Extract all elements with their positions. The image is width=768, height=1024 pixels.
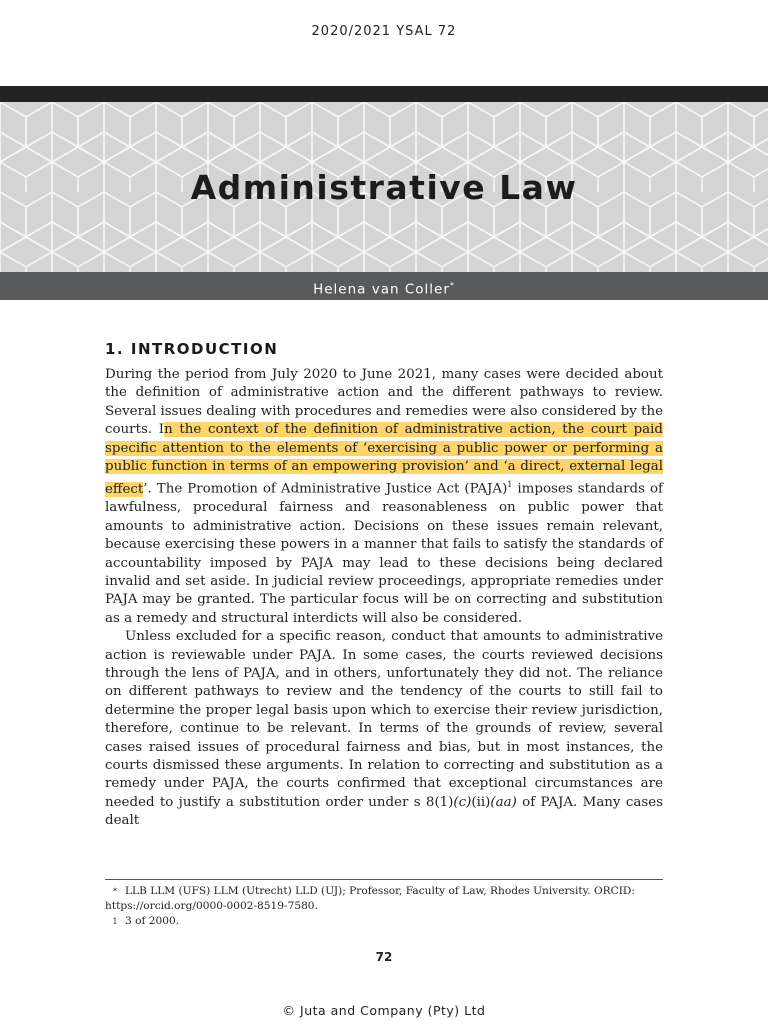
section-heading: 1. INTRODUCTION <box>105 340 279 358</box>
footnote-text: 3 of 2000. <box>125 915 180 927</box>
paragraph-1: During the period from July 2020 to June 2021, many cases were decided about the definition of administrative action and the different pathways to review. Several issues dealing with procedures and remedies were also considered by the courts. In the context of the definition of administrative action, the court paid specific attention to the elements of ‘exercising a public power or performing a public function in terms of an empowering provision’ and ‘a direct, external legal effect’. The Promotion of Administrative Justice Act (PAJA)$^1$ imposes standards of lawfulness, procedural fairness and reasonableness on public power that amounts to administrative action. Decisions on these issues remain relevant, because exercising these powers in a manner that fails to satisfy the standards of accountability imposed by PAJA may lead to these decisions being declared invalid and set aside. In judicial review proceedings, appropriate remedies under PAJA may be granted. The particular focus will be on correcting and substitution as a remedy and structural interdicts will also be considered. <box>105 367 663 626</box>
footnote-author <box>105 884 663 914</box>
paragraph-2: Unless excluded for a specific reason, conduct that amounts to administrative action is reviewable under PAJA. In some cases, the courts reviewed decisions through the lens of PAJA, and in others, unfortunately they did not. The reliance on different pathways to review and the tendency of the courts to still fail to determine the proper legal basis upon which to exercise their review jurisdiction, therefore, continue to be relevant. In terms of the grounds of review, several cases raised issues of procedural fairness and bias, but in most instances, the courts dismissed these arguments. In relation to correcting and substitution as a remedy under PAJA, the courts confirmed that exceptional circumstances are needed to justify a substitution order under s 8(1)(c)(ii)(aa) of PAJA. Many cases dealt <box>105 629 663 829</box>
footnote-ref-1: 1 <box>507 480 513 490</box>
footnote-mark: 1 <box>112 917 118 926</box>
body-text <box>105 366 663 831</box>
highlighted-text: n the context of the definition of administrative action, the court paid specific attention to the elements of ‘exercising a public power or performing a public function in terms of an empowering provision’ and ‘a direct, external legal effect <box>105 422 663 497</box>
footnote-mark: * <box>113 887 117 896</box>
author-bar <box>0 272 768 300</box>
author-footnote-mark: * <box>449 281 455 290</box>
footnote-divider <box>105 879 663 880</box>
footnotes <box>105 884 663 929</box>
copyright-notice: © Juta and Company (Pty) Ltd <box>282 1003 486 1018</box>
top-bar <box>0 86 768 102</box>
footnote-text: LLB LLM (UFS) LLM (Utrecht) LLD (UJ); Professor, Faculty of Law, Rhodes University. ORCID: https://orcid.org/0000-0002-8519-7580. <box>105 885 635 912</box>
running-head: 2020/2021 YSAL 72 <box>311 24 457 39</box>
page-number: 72 <box>375 950 393 964</box>
page-title: Administrative Law <box>190 168 578 207</box>
author-name: Helena van Coller <box>313 281 450 298</box>
footnote-1 <box>105 914 663 929</box>
